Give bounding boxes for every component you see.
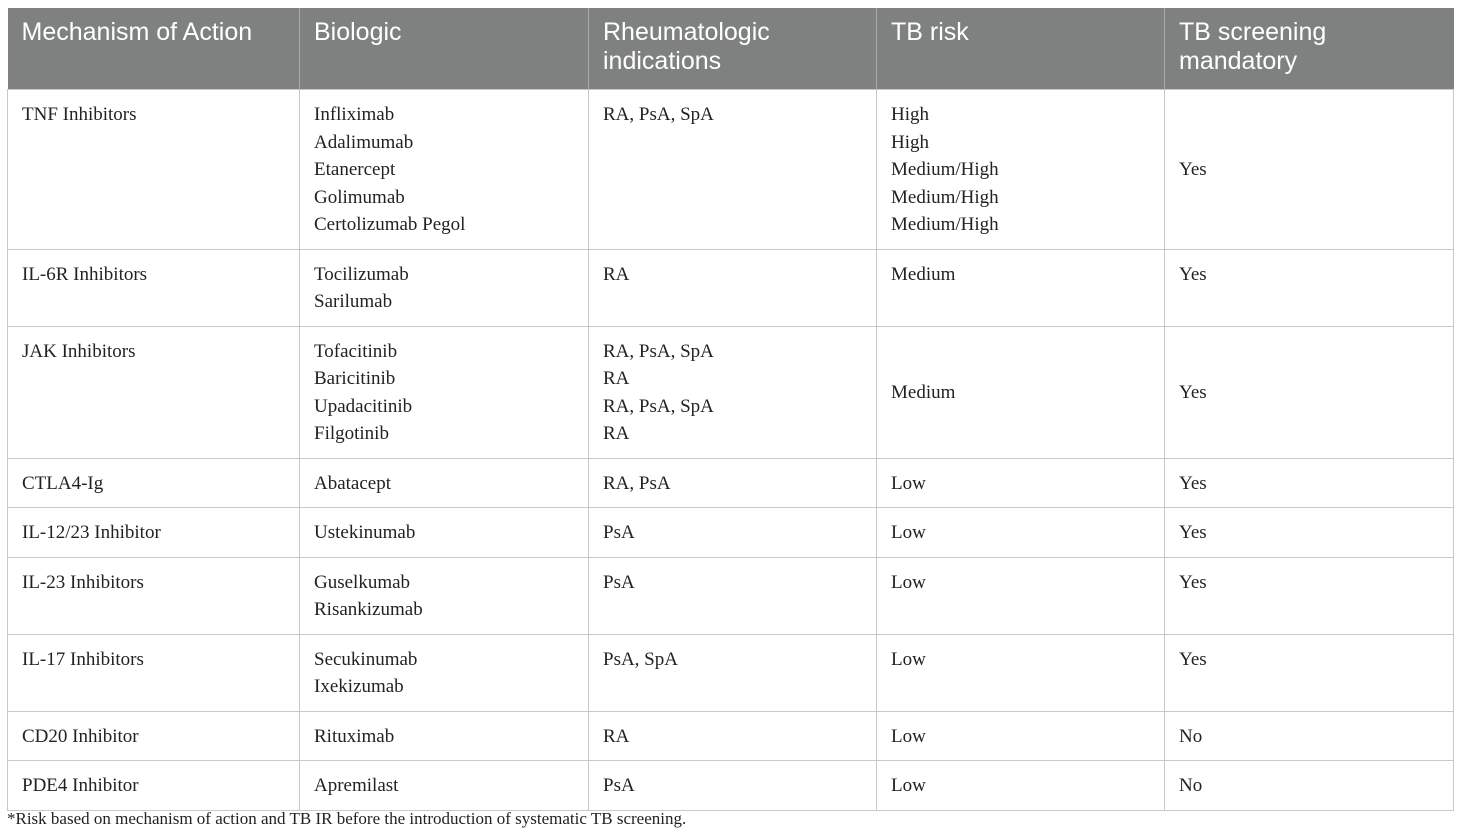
indication-text: RA	[603, 263, 630, 285]
biologic-name: Secukinumab	[314, 648, 418, 670]
cell-tb-screening: Yes	[1165, 634, 1454, 711]
cell-mechanism: JAK Inhibitors	[8, 326, 300, 458]
table-row	[8, 711, 1454, 761]
tb-risk-text: Low	[891, 571, 926, 593]
cell-mechanism: CD20 Inhibitor	[8, 711, 300, 761]
tb-risk-text: Medium/High	[891, 186, 999, 208]
cell-mechanism: CTLA4-Ig	[8, 458, 300, 508]
tb-risk-text: Medium	[891, 381, 956, 403]
tb-risk-text: Low	[891, 472, 926, 494]
indication-text: RA, PsA, SpA	[603, 340, 714, 362]
cell-biologics	[300, 458, 589, 508]
cell-biologics	[300, 634, 589, 711]
cell-biologics	[300, 90, 589, 250]
cell-indications	[589, 508, 877, 558]
biologic-name: Adalimumab	[314, 131, 414, 153]
table-row	[8, 90, 1454, 250]
biologic-name: Upadacitinib	[314, 395, 413, 417]
indication-text: RA	[603, 423, 630, 444]
indication-text: PsA	[603, 775, 635, 796]
cell-mechanism: PDE4 Inhibitor	[8, 761, 300, 811]
tb-risk-text: High	[891, 131, 929, 153]
cell-indications	[589, 557, 877, 634]
biologic-name: Ixekizumab	[314, 676, 404, 697]
biologics-tb-risk-table-container	[7, 8, 1453, 811]
cell-mechanism: IL-23 Inhibitors	[8, 557, 300, 634]
indication-text: RA, PsA, SpA	[603, 395, 714, 417]
biologic-name: Guselkumab	[314, 571, 411, 593]
cell-tb-screening: No	[1165, 761, 1454, 811]
table-row	[8, 326, 1454, 458]
cell-indications	[589, 326, 877, 458]
indication-text: RA, PsA, SpA	[603, 104, 714, 125]
cell-mechanism: TNF Inhibitors	[8, 90, 300, 250]
cell-biologics	[300, 711, 589, 761]
biologic-name: Risankizumab	[314, 599, 423, 620]
indication-text: PsA	[603, 522, 635, 543]
cell-indications	[589, 90, 877, 250]
cell-tb-risk	[877, 711, 1165, 761]
cell-tb-screening: No	[1165, 711, 1454, 761]
cell-tb-screening: Yes	[1165, 508, 1454, 558]
header-tb-screening: TB screening mandatory	[1165, 8, 1454, 90]
cell-biologics	[300, 508, 589, 558]
cell-mechanism: IL-12/23 Inhibitor	[8, 508, 300, 558]
cell-biologics	[300, 249, 589, 326]
tb-risk-text: Medium	[891, 263, 956, 285]
table-header	[8, 8, 1454, 90]
header-row	[8, 8, 1454, 90]
cell-biologics	[300, 326, 589, 458]
biologic-name: Filgotinib	[314, 423, 389, 444]
cell-indications	[589, 249, 877, 326]
biologic-name: Etanercept	[314, 159, 396, 180]
table-row	[8, 634, 1454, 711]
cell-tb-screening: Yes	[1165, 557, 1454, 634]
cell-tb-risk	[877, 761, 1165, 811]
table-row	[8, 508, 1454, 558]
header-mechanism: Mechanism of Action	[8, 8, 300, 90]
table-footnote: *Risk based on mechanism of action and TB IR before the introduction of systematic TB screening.	[7, 809, 687, 828]
indication-text: PsA, SpA	[603, 648, 678, 670]
biologic-name: Abatacept	[314, 472, 392, 494]
cell-tb-risk	[877, 90, 1165, 250]
cell-tb-screening: Yes	[1165, 326, 1454, 458]
tb-risk-text: Low	[891, 725, 926, 747]
biologic-name: Rituximab	[314, 725, 395, 747]
table-row	[8, 249, 1454, 326]
indication-text: RA	[603, 368, 630, 389]
table-row	[8, 557, 1454, 634]
cell-tb-risk	[877, 326, 1165, 458]
biologic-name: Tocilizumab	[314, 263, 409, 285]
indication-text: RA	[603, 725, 630, 747]
biologic-name: Ustekinumab	[314, 522, 416, 543]
biologic-name: Tofacitinib	[314, 340, 398, 362]
tb-risk-text: Medium/High	[891, 214, 999, 235]
biologic-name: Sarilumab	[314, 291, 393, 312]
header-biologic: Biologic	[300, 8, 589, 90]
cell-biologics	[300, 557, 589, 634]
biologic-name: Golimumab	[314, 186, 405, 208]
biologic-name: Apremilast	[314, 775, 399, 796]
table-row	[8, 458, 1454, 508]
cell-tb-risk	[877, 557, 1165, 634]
biologics-tb-risk-table	[7, 8, 1454, 811]
tb-risk-text: Low	[891, 522, 926, 543]
cell-mechanism: IL-17 Inhibitors	[8, 634, 300, 711]
cell-tb-screening: Yes	[1165, 458, 1454, 508]
tb-risk-text: Low	[891, 775, 926, 796]
indication-text: PsA	[603, 571, 635, 593]
table-body	[8, 90, 1454, 811]
tb-risk-text: Medium/High	[891, 159, 999, 180]
cell-tb-risk	[877, 249, 1165, 326]
cell-tb-screening: Yes	[1165, 249, 1454, 326]
cell-tb-risk	[877, 508, 1165, 558]
biologic-name: Infliximab	[314, 104, 395, 125]
cell-mechanism: IL-6R Inhibitors	[8, 249, 300, 326]
header-tb-risk: TB risk	[877, 8, 1165, 90]
cell-tb-risk	[877, 458, 1165, 508]
cell-indications	[589, 458, 877, 508]
indication-text: RA, PsA	[603, 472, 671, 494]
table-row	[8, 761, 1454, 811]
biologic-name: Certolizumab Pegol	[314, 214, 466, 235]
cell-tb-screening: Yes	[1165, 90, 1454, 250]
cell-tb-risk	[877, 634, 1165, 711]
cell-biologics	[300, 761, 589, 811]
tb-risk-text: High	[891, 104, 929, 125]
biologic-name: Baricitinib	[314, 368, 396, 389]
cell-indications	[589, 761, 877, 811]
header-indications: Rheumatologic indications	[589, 8, 877, 90]
tb-risk-text: Low	[891, 648, 926, 670]
cell-indications	[589, 634, 877, 711]
cell-indications	[589, 711, 877, 761]
